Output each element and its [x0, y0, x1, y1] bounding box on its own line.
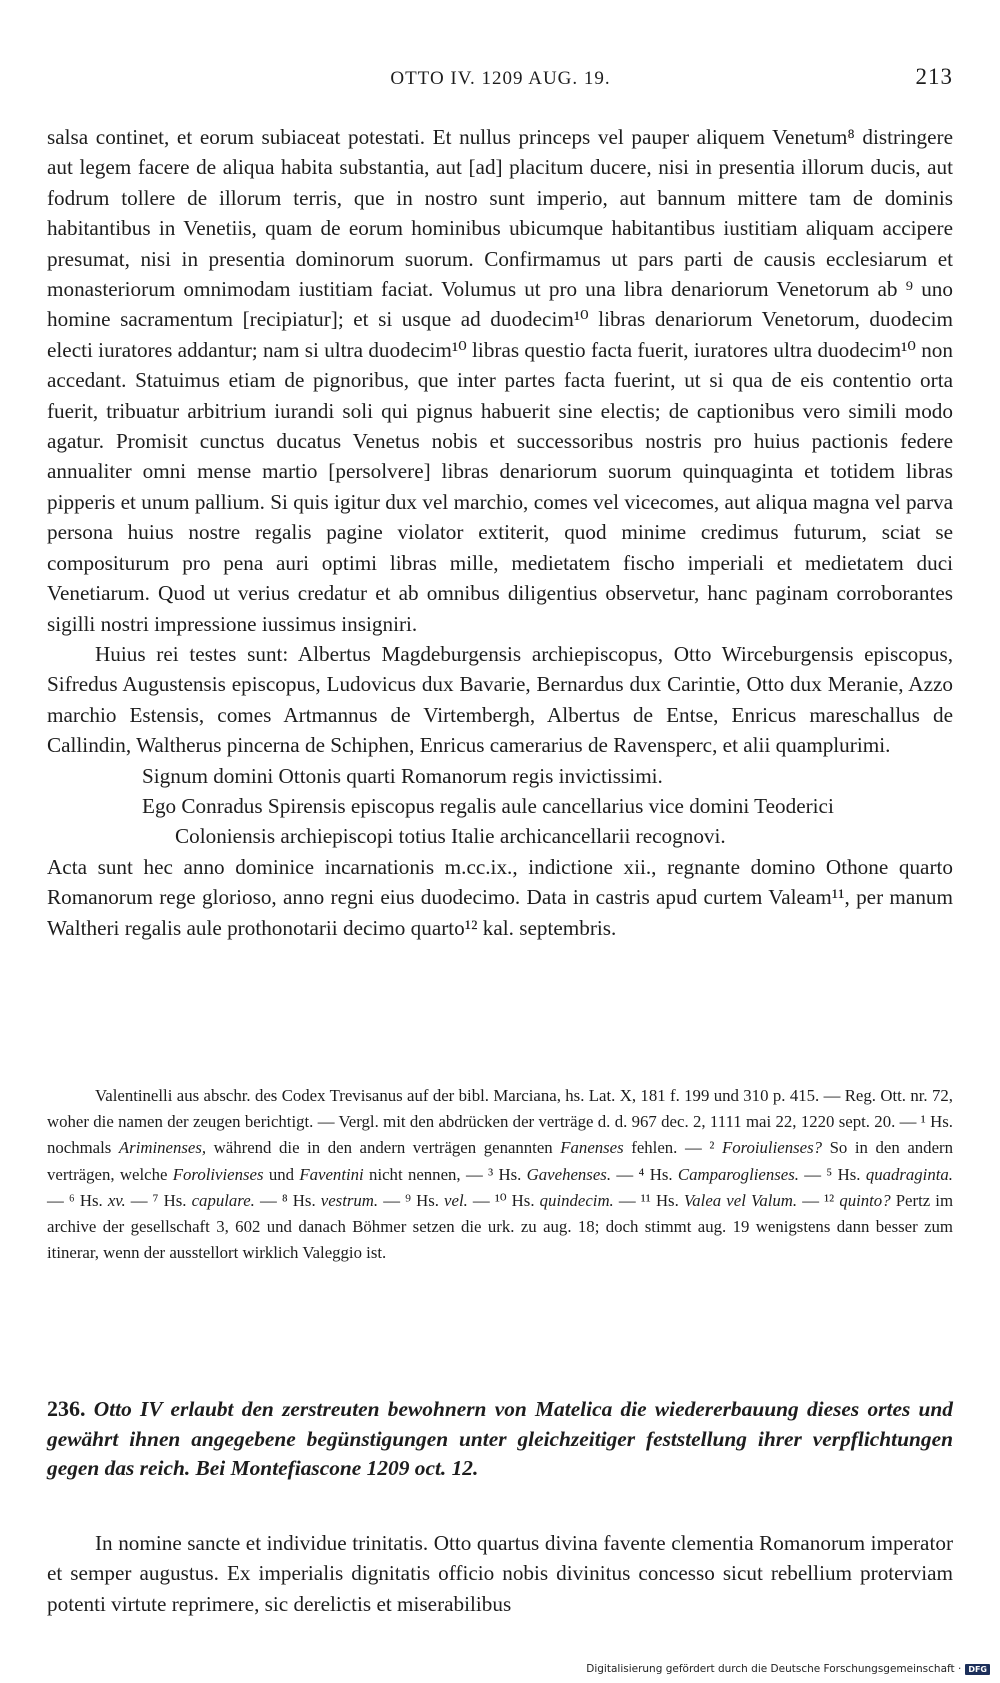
dating-clause: Acta sunt hec anno dominice incarnationis m.cc.ix., indictione xii., regnante domino Othone quarto Romanorum rege glorioso, anno regni eius duodecimo. Data in castris apud curtem Valeam¹¹, per manum Waltheri regalis aule prothonotarii decimo quarto¹² kal. septembris. — [47, 854, 953, 940]
document-236-text — [47, 1528, 953, 1619]
signum-line: Signum domini Ottonis quarti Romanorum regis invictissimi. — [142, 763, 663, 788]
document-heading-236 — [47, 1394, 953, 1484]
document-number: 236. — [47, 1396, 86, 1421]
page-number: 213 — [915, 64, 953, 89]
running-head: OTTO IV. 1209 AUG. 19. — [390, 68, 611, 89]
recognition-line-1: Ego Conradus Spirensis episcopus regalis aule cancellarius vice domini Teoderici — [142, 793, 834, 818]
charter-paragraph: salsa continet, et eorum subiaceat potestati. Et nullus princeps vel pauper aliquem Venetum⁸ distringere aut legem facere de aliqua habita substantia, aut [ad] placitum ducere, nisi in presentia illorum ducis, aut fodrum tollere de illorum terris, que in nostro sunt imperio, aut bannum mittere tam de dominis habitantibus in Venetiis, quam de eorum hominibus ubicumque habitantibus iustitiam aliquam accipere presumat, nisi in presentia dominorum suorum. Confirmamus ut pars parti de causis ecclesiarum et monasteriorum omnimodam iustitiam faciat. Volumus ut pro una libra denariorum Venetorum ab ⁹ uno homine sacramentum [recipiatur]; et si usque ad duodecim¹⁰ libras denariorum Venetorum, duodecim electi iuratores addantur; nam si ultra duodecim¹⁰ libras questio facta fuerit, iuratores ultra duodecim¹⁰ non accedant. Statuimus etiam de pignoribus, que inter partes facta fuerint, ut si qua de eis contentio orta fuerit, tribuatur arbitrium iurandi soli qui pignus habuerit sine electis; de captionibus vero simili modo agatur. Promisit cunctus ducatus Venetus nobis et successoribus nostris pro huius pactionis federe annualiter omni mense martio [persolvere] libras denariorum suorum quinquaginta et totidem libras pipperis et unum pallium. Si quis igitur dux vel marchio, comes vel vicecomes, aut aliqua magna vel parva persona huius nostre regalis pagine violator extiterit, quod minime credimus futurum, sciat se compositurum pro pena auri optimi libras mille, medietatem fischo imperiali et medietatem duci Venetiarum. Quod ut verius credatur et ab omnibus diligentius observetur, hanc paginam corroborantes sigilli nostri impressione iussimus insigniri. — [47, 125, 953, 636]
digitization-credit — [586, 1663, 990, 1675]
document-regest: Otto IV erlaubt den zerstreuten bewohnern von Matelica die wiedererbauung dieses ortes und gewährt ihnen angegebene begünstigungen unter gleichzeitiger feststellung ihrer verpflichtungen gegen das reich. Bei Montefiascone 1209 oct. 12. — [47, 1397, 954, 1480]
footnote-text: Valentinelli aus abschr. des Codex Trevisanus auf der bibl. Marciana, hs. Lat. X, 181 f. 199 und 310 p. 415. — Reg. Ott. nr. 72, woher die namen der zeugen berichtigt. — Vergl. mit den abdrücken der verträge d. d. 967 dec. 2, 1111 mai 22, 1220 sept. 20. — ¹ Hs. nochmals Ariminenses, während die in den andern verträgen genannten Fanenses fehlen. — ² Foroiulienses? So in den andern verträgen, welche Forolivienses und Faventini nicht nennen, — ³ Hs. Gavehenses. — ⁴ Hs. Camparoglienses. — ⁵ Hs. quadraginta. — ⁶ Hs. xv. — ⁷ Hs. capulare. — ⁸ Hs. vestrum. — ⁹ Hs. vel. — ¹⁰ Hs. quindecim. — ¹¹ Hs. Valea vel Valum. — ¹² quinto? Pertz im archive der gesellschaft 3, 602 und danach Böhmer setzen die urk. zu aug. 18; doch stimmt aug. 19 wenigstens dann besser zum itinerar, wenn der ausstellort wirklich Valeggio ist. — [47, 1086, 954, 1263]
document-236-opening: In nomine sancte et individue trinitatis. Otto quartus divina favente clementia Romanorum imperator et semper augustus. Ex imperialis dignitatis officio nobis divinitus concesso sicut rebellium proterviam potenti virtute reprimere, sic derelictis et miserabilibus — [47, 1531, 953, 1616]
page-header — [48, 64, 953, 94]
credit-text: Digitalisierung gefördert durch die Deutsche Forschungsgemeinschaft · — [586, 1663, 962, 1675]
charter-text — [47, 122, 953, 943]
dfg-logo-icon: DFG — [965, 1664, 990, 1675]
footnotes — [47, 1083, 953, 1266]
recognition-line-2: Coloniensis archiepiscopi totius Italie archicancellarii recognovi. — [175, 824, 726, 849]
witness-list: Huius rei testes sunt: Albertus Magdeburgensis archiepiscopus, Otto Wirceburgensis episcopus, Sifredus Augustensis episcopus, Ludovicus dux Bavarie, Bernardus dux Carintie, Otto dux Meranie, Azzo marchio Estensis, comes Artmannus de Virtembergh, Albertus de Entse, Enricus mareschallus de Callindin, Waltherus pincerna de Schiphen, Enricus camerarius de Ravensperc, et alii quamplurimi. — [47, 641, 953, 758]
